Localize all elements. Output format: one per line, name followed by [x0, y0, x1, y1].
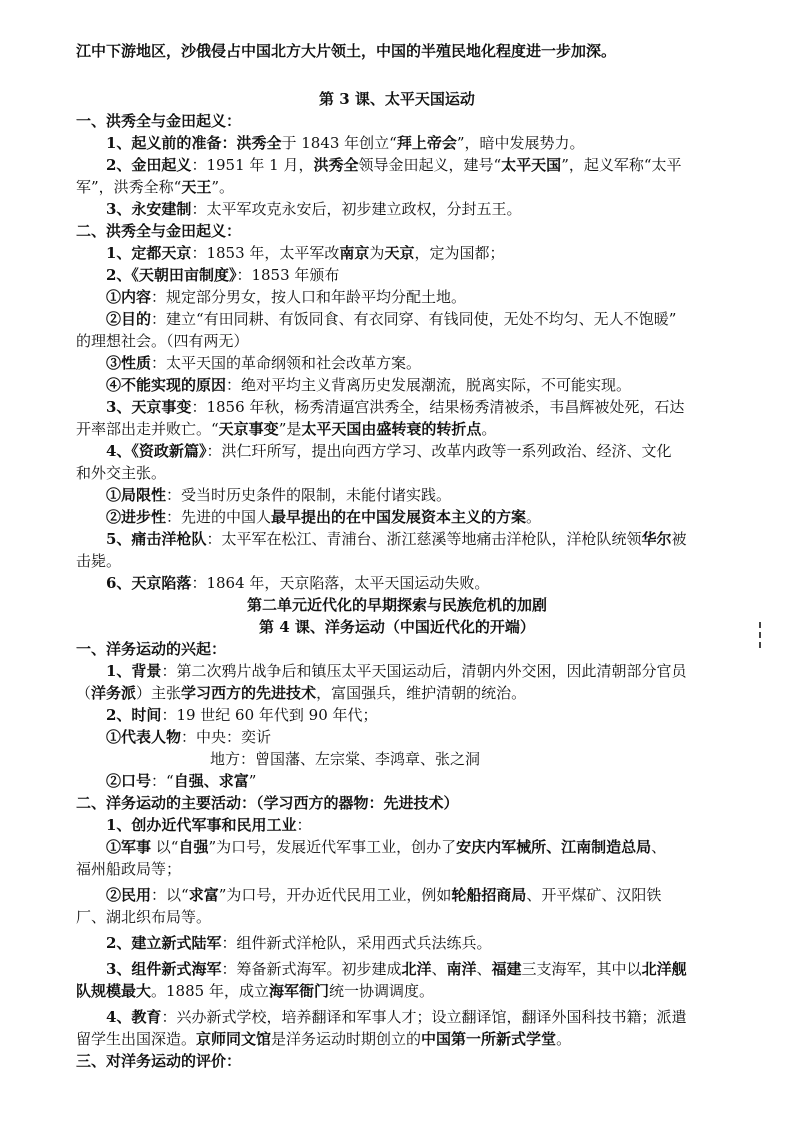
text-line — [76, 1028, 571, 1050]
text-line — [210, 748, 480, 770]
bold-text: ①局限性 — [106, 486, 167, 504]
text: ：1853 年颁布 — [236, 266, 340, 284]
bold-text: 太平天国 — [501, 156, 562, 174]
text: 领导金田起义，建号“ — [358, 156, 502, 174]
text-line — [106, 264, 339, 286]
text: ：1864 年，天京陷落，太平天国运动失败。 — [191, 574, 490, 592]
bold-text: 一、洋务运动的兴起： — [76, 640, 227, 658]
text-line — [106, 440, 671, 462]
section-title — [0, 88, 794, 110]
text: ：先进的中国人 — [166, 508, 272, 526]
text: 。 — [526, 508, 542, 526]
text: ：太平天国的革命纲领和社会改革方案。 — [151, 354, 422, 372]
bold-text: 求富 — [188, 886, 219, 904]
bold-text: ④不能实现的原因 — [106, 376, 227, 394]
bold-text: 队规模最大 — [76, 982, 152, 1000]
bold-text: 海军衙门 — [268, 982, 329, 1000]
text: ”为口号，开办近代民用工业，例如 — [218, 886, 452, 904]
bold-text: 天京事变 — [218, 420, 279, 438]
text: ，富国强兵，维护清朝的统治。 — [316, 684, 527, 702]
text: ，定为国都； — [414, 244, 505, 262]
text: ：19 世纪 60 年代到 90 年代； — [161, 706, 378, 724]
text-line — [106, 528, 687, 550]
text-line — [106, 198, 521, 220]
bold-text: 4、《资政新篇》 — [106, 442, 207, 460]
text-line — [106, 132, 585, 154]
text-line — [76, 462, 166, 484]
bold-text: ③性质 — [106, 354, 152, 372]
text-line — [76, 980, 434, 1002]
text: ”，起义军称“太平 — [561, 156, 682, 174]
text: 、开平煤矿、汉阳铁 — [526, 886, 662, 904]
text-line — [106, 308, 676, 330]
bold-text: 天王 — [181, 178, 212, 196]
text: ：以“ — [151, 886, 189, 904]
text-line — [76, 906, 211, 928]
text: ：太平军攻克永安后，初步建立政权，分封五王。 — [191, 200, 522, 218]
text-line — [76, 330, 249, 352]
text: 为 — [369, 244, 385, 262]
text: 留学生出国深造。 — [76, 1030, 197, 1048]
text: 。 — [556, 1030, 572, 1048]
bold-text: 1、定都天京 — [106, 244, 192, 262]
text-line — [106, 154, 682, 176]
text: 、 — [651, 838, 667, 856]
bold-text: 天京 — [384, 244, 415, 262]
text-line — [106, 660, 686, 682]
text: 军”，洪秀全称“ — [76, 178, 182, 196]
text-line — [76, 682, 526, 704]
text: 是洋务运动时期创立的 — [271, 1030, 422, 1048]
text: 地方：曾国藩、左宗棠、李鸿章、张之洞 — [210, 750, 481, 768]
bold-text: ①军事 — [106, 838, 152, 856]
text: ）主张 — [136, 684, 182, 702]
section-heading — [76, 1050, 241, 1072]
text: 福州船政局等； — [76, 860, 182, 878]
bold-text: 三、对洋务运动的评价： — [76, 1052, 242, 1070]
bold-text: 北洋 — [401, 960, 432, 978]
bold-text: 最早提出的在中国发展资本主义的方案 — [271, 508, 527, 526]
text: 和外交主张。 — [76, 464, 167, 482]
text: 。 — [481, 420, 497, 438]
bold-text: 二、洋务运动的主要活动：（学习西方的器物：先进技术） — [76, 794, 459, 812]
bold-text: 3、组件新式海军 — [106, 960, 222, 978]
text: 以“ — [151, 838, 179, 856]
bold-text: 第二单元近代化的早期探索与民族危机的加剧 — [246, 596, 547, 614]
text: ： — [296, 816, 312, 834]
bold-text: 学习西方的先进技术 — [181, 684, 317, 702]
text: ：规定部分男女，按人口和年龄平均分配土地。 — [151, 288, 467, 306]
text: ：组件新式洋枪队，采用西式兵法练兵。 — [221, 934, 492, 952]
section-title — [0, 594, 794, 616]
text: ：绝对平均主义背离历史发展潮流，脱离实际，不可能实现。 — [226, 376, 632, 394]
text: （ — [76, 684, 92, 702]
text: ：第二次鸦片战争后和镇压太平天国运动后，清朝内外交困，因此清朝部分官员 — [161, 662, 687, 680]
text: ：中央：奕䜣 — [181, 728, 272, 746]
text: ”，暗中发展势力。 — [456, 134, 585, 152]
text-line — [106, 374, 631, 396]
text-line — [106, 572, 489, 594]
text: ” — [248, 772, 257, 790]
text: 。1885 年，成立 — [151, 982, 269, 1000]
text: 于 1843 年创立“ — [281, 134, 397, 152]
text-line — [76, 40, 616, 62]
bold-text: ①代表人物 — [106, 728, 182, 746]
text: 的理想社会。（四有两无） — [76, 332, 249, 350]
text-line — [106, 242, 504, 264]
bold-text: ②进步性 — [106, 508, 167, 526]
bold-text: 3、天京事变 — [106, 398, 192, 416]
bold-text: 2、《天朝田亩制度》 — [106, 266, 237, 284]
text: 开率部出走并败亡。“ — [76, 420, 219, 438]
bold-text: 中国的半殖民地化程度进一步加深。 — [376, 42, 617, 60]
bold-text: 中国第一所新式学堂 — [421, 1030, 557, 1048]
text: 被 — [671, 530, 687, 548]
text-line — [106, 814, 311, 836]
bold-text: 3、永安建制 — [106, 200, 192, 218]
bold-text: 第 3 课、太平天国运动 — [319, 90, 475, 108]
text-line — [106, 506, 541, 528]
bold-text: 北洋舰 — [641, 960, 687, 978]
text: 三支海军，其中以 — [521, 960, 642, 978]
bold-text: 2、时间 — [106, 706, 162, 724]
bold-text: 一、洪秀全与金田起义： — [76, 112, 242, 130]
bold-text: 安庆内军械所、江南制造总局 — [456, 838, 652, 856]
text: ：太平军在松江、青浦台、浙江慈溪等地痛击洋枪队，洋枪队统领 — [206, 530, 642, 548]
text-line — [106, 704, 378, 726]
section-heading — [76, 792, 459, 814]
text: ：兴办新式学校，培养翻译和军事人才；设立翻译馆，翻译外国科技书籍；派遣 — [161, 1008, 687, 1026]
text-line — [106, 352, 421, 374]
text-line — [106, 286, 466, 308]
bold-text: 洪秀全 — [236, 134, 282, 152]
bold-text: ②口号 — [106, 772, 152, 790]
text-line — [76, 176, 234, 198]
text: ：1951 年 1 月， — [191, 156, 314, 174]
text-line — [106, 836, 666, 858]
text-line — [106, 726, 271, 748]
text-line — [106, 932, 491, 954]
bold-text: ②目的 — [106, 310, 152, 328]
bold-text: 南京 — [339, 244, 370, 262]
bold-text: 二、洪秀全与金田起义： — [76, 222, 242, 240]
text-line — [106, 484, 451, 506]
text-line — [106, 958, 687, 980]
text: ：受当时历史条件的限制，未能付诸实践。 — [166, 486, 452, 504]
text-line — [106, 1006, 686, 1028]
text: 击毙。 — [76, 552, 122, 570]
text: ：洪仁玕所写，提出向西方学习、改革内政等一系列政治、经济、文化 — [206, 442, 672, 460]
section-heading — [76, 220, 241, 242]
bold-text: 洪秀全 — [313, 156, 359, 174]
text: ：“ — [151, 772, 174, 790]
text: 、 — [476, 960, 492, 978]
text: 、 — [431, 960, 447, 978]
bold-text: 京师同文馆 — [196, 1030, 272, 1048]
bold-text: ②民用 — [106, 886, 152, 904]
text-line — [106, 396, 684, 418]
text: ”为口号，发展近代军事工业，创办了 — [208, 838, 457, 856]
text-line — [106, 770, 256, 792]
bold-text: 6、天京陷落 — [106, 574, 192, 592]
bold-text: 洋务派 — [91, 684, 137, 702]
bold-text: 4、教育 — [106, 1008, 162, 1026]
bold-text: 1、背景 — [106, 662, 162, 680]
bold-text: 自强、求富 — [173, 772, 249, 790]
bold-text: 福建 — [491, 960, 522, 978]
text: ：1853 年，太平军改 — [191, 244, 340, 262]
text: 厂、湖北织布局等。 — [76, 908, 212, 926]
bold-text: 华尔 — [641, 530, 672, 548]
text: ：建立“有田同耕、有饭同食、有衣同穿、有钱同使，无处不均匀、无人不饱暖” — [151, 310, 677, 328]
text-line — [76, 418, 496, 440]
text: ”。 — [211, 178, 235, 196]
bold-text: 第 4 课、洋务运动（中国近代化的开端） — [259, 618, 535, 636]
bold-text: 太平天国由盛转衰的转折点 — [301, 420, 482, 438]
bold-text: 轮船招商局 — [451, 886, 527, 904]
bold-text: 2、建立新式陆军 — [106, 934, 222, 952]
bold-text: 拜上帝会 — [396, 134, 457, 152]
section-heading — [76, 110, 241, 132]
bold-text: 自强 — [178, 838, 209, 856]
bold-text: 5、痛击洋枪队 — [106, 530, 207, 548]
text-line — [76, 550, 121, 572]
bold-text: 2、金田起义 — [106, 156, 192, 174]
text: 统一协调调度。 — [328, 982, 434, 1000]
text-line — [76, 858, 181, 880]
text-line — [106, 884, 661, 906]
section-title — [0, 616, 794, 638]
bold-text: 南洋 — [446, 960, 477, 978]
section-heading — [76, 638, 226, 660]
bold-text: 1、起义前的准备： — [106, 134, 237, 152]
margin-dashed-mark — [759, 622, 763, 648]
text: ”是 — [278, 420, 302, 438]
bold-text: 江中下游地区，沙俄侵占中国北方大片领土， — [76, 42, 377, 60]
text: ：1856 年秋，杨秀清逼宫洪秀全，结果杨秀清被杀，韦昌辉被处死，石达 — [191, 398, 685, 416]
bold-text: 1、创办近代军事和民用工业 — [106, 816, 297, 834]
text: ：筹备新式海军。初步建成 — [221, 960, 402, 978]
bold-text: ①内容 — [106, 288, 152, 306]
